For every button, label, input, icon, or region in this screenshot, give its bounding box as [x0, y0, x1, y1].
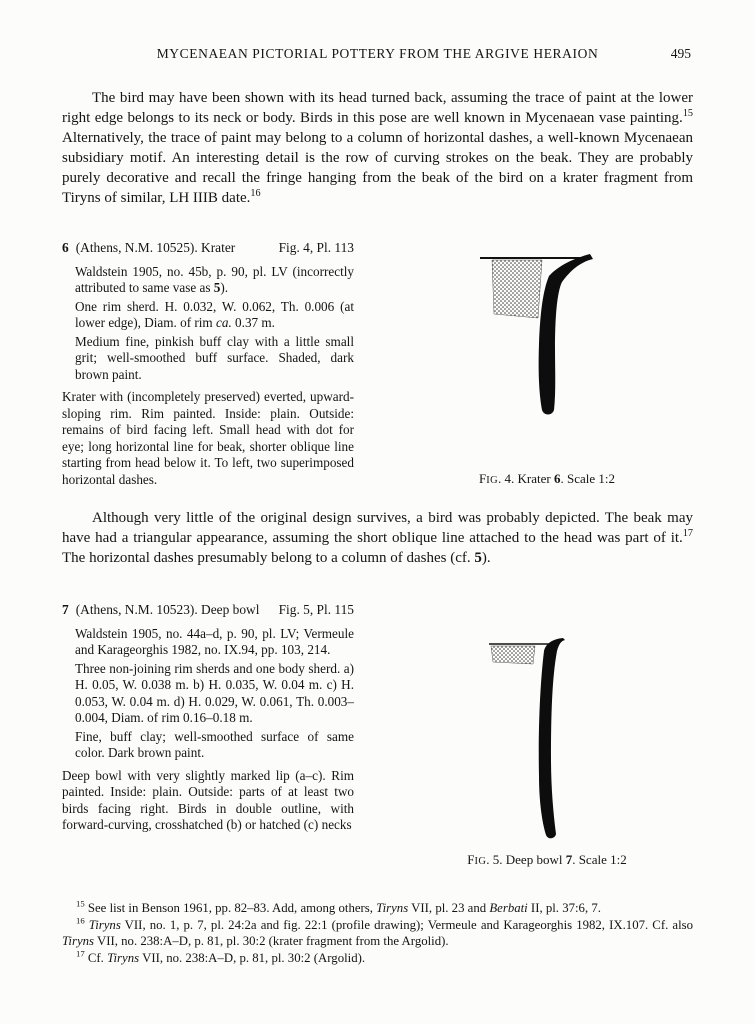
footnotes: [62, 900, 693, 966]
page-title: MYCENAEAN PICTORIAL POTTERY FROM THE ARGIVE HERAION: [156, 46, 599, 61]
stippled-shading: [491, 646, 535, 664]
catalog-paragraph: Waldstein 1905, no. 45b, p. 90, pl. LV (incorrectly attributed to same vase as 5).: [75, 263, 354, 295]
entry-7-text-column: [62, 602, 354, 834]
entry-6-text-column: [62, 240, 354, 488]
painted-rim-profile: [539, 254, 593, 415]
catalog-entry-7: [62, 602, 693, 878]
figure-5: [447, 636, 647, 868]
entry-figure-reference: Fig. 5, Pl. 115: [278, 602, 354, 617]
catalog-entry-6: [62, 240, 693, 492]
entry-figure-reference: Fig. 4, Pl. 113: [278, 240, 354, 255]
catalog-paragraph: Fine, buff clay; well-smoothed surface of same color. Dark brown paint.: [75, 728, 354, 760]
entry-description: Deep bowl with very slightly marked lip (a–c). Rim painted. Inside: plain. Outside: parts of at least two birds facing right. Birds in double outline, with forward-curving, crosshatched (b) or hatched (c) necks: [62, 767, 354, 832]
entry-title: (Athens, N.M. 10523). Deep bowl: [75, 602, 260, 617]
catalog-paragraph: Medium fine, pinkish buff clay with a little small grit; well-smoothed buff surface. Shaded, dark brown paint.: [75, 333, 354, 382]
figure-4: [447, 252, 647, 487]
deep-bowl-profile-drawing: [487, 636, 607, 841]
footnote-15: $^{15}$ See list in Benson 1961, pp. 82–83. Add, among others, Tiryns VII, pl. 23 and Berbati II, pl. 37:6, 7.: [76, 898, 601, 915]
entry-6-heading: [62, 240, 354, 257]
footnote-16: $^{16}$ Tiryns VII, no. 1, p. 7, pl. 24:2a and fig. 22:1 (profile drawing); Vermeule and Karageorghis 1982, IX.107. Cf. also Tiryns VII, no. 238:A–D, p. 81, pl. 30:2 (krater fragment from the Argolid).: [62, 915, 694, 948]
krater-profile-drawing: [472, 252, 622, 422]
figure-5-caption: FIG. 5. Deep bowl 7. Scale 1:2: [467, 852, 627, 867]
catalog-paragraph: One rim sherd. H. 0.032, W. 0.062, Th. 0.006 (at lower edge), Diam. of rim ca. 0.37 m.: [75, 298, 354, 330]
catalog-paragraph: Three non-joining rim sherds and one body sherd. a) H. 0.05, W. 0.038 m. b) H. 0.035, W. 0.04 m. c) H. 0.053, W. 0.04 m. d) H. 0.029, W. 0.061, Th. 0.003–0.004, Diam. of rim 0.16–0.18 m.: [75, 660, 354, 725]
entry-number: 7: [62, 602, 69, 617]
transition-paragraph: Although very little of the original design survives, a bird was probably depicted. The beak may have had a triangular appearance, assuming the short oblique line attached to the head was part of it.$^{17}$ The horizontal dashes presumably belong to a column of dashes (cf. 5).: [62, 510, 693, 566]
entry-7-heading: [62, 602, 354, 619]
painted-rim-profile: [539, 638, 565, 838]
entry-number: 6: [62, 240, 69, 255]
page-number: 495: [670, 46, 691, 61]
stippled-shading: [492, 260, 542, 318]
intro-paragraph: The bird may have been shown with its head turned back, assuming the trace of paint at the lower right edge belongs to its neck or body. Birds in this pose are well known in Mycenaean vase painting.$^{15}$ Alternatively, the trace of paint may belong to a column of horizontal dashes, a well-known Mycenaean subsidiary motif. An interesting detail is the row of curving strokes on the beak. They are probably purely decorative and recall the fringe hanging from the beak of the bird on a krater fragment from Tiryns of similar, LH IIIB date.$^{16}$: [62, 90, 693, 206]
running-head: [62, 46, 693, 62]
figure-4-caption: FIG. 4. Krater 6. Scale 1:2: [479, 471, 615, 486]
footnote-17: $^{17}$ Cf. Tiryns VII, no. 238:A–D, p. 81, pl. 30:2 (Argolid).: [76, 948, 366, 965]
entry-title: (Athens, N.M. 10525). Krater: [75, 240, 236, 255]
entry-description: Krater with (incompletely preserved) everted, upward-sloping rim. Rim painted. Inside: plain. Outside: remains of bird facing left. Small head with dot for eye; long horizontal line for beak, shorter oblique line starting from head below it. To left, two superimposed horizontal dashes.: [62, 389, 354, 487]
catalog-paragraph: Waldstein 1905, no. 44a–d, p. 90, pl. LV; Vermeule and Karageorghis 1982, no. IX.94, pp. 103, 214.: [75, 625, 354, 657]
